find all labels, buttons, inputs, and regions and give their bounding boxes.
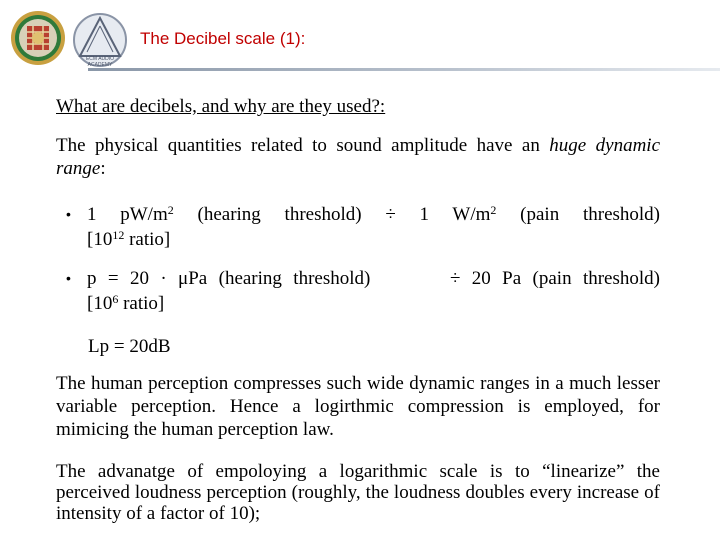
bullet1-line1: 1 $pW/m^2$ (hearing threshold) ÷ 1 $W/m^2$ (pain threshold) [87,203,660,225]
title-underline-bar [88,68,720,71]
university-seal-logo [10,10,66,66]
bullet1-ratio: [$10^{12}$ ratio] [87,228,171,250]
intro-emphasis: huge dynamic range [56,135,660,179]
bullet-dot-icon: • [66,206,71,222]
intro-text: The physical quantities related to sound amplitude have an [56,135,550,156]
bullet2-ratio: [$10^6$ ratio] [87,292,165,314]
bullet-dot-icon: • [66,270,71,286]
bullet-pressure-range [66,266,660,316]
slide-title: The Decibel scale (1): [140,29,306,48]
formula-lp: Lp = 20dB [88,336,171,357]
advantage-paragraph: The advanatge of empoloying a logarithmic scale is to “linearize” the perceived loudness perception (roughly, the loudness doubles every increase of intensity of a factor of 10); [56,461,660,524]
slide-header [0,0,720,80]
intro-colon: : [100,158,106,179]
svg-text:ACADEMY: ACADEMY [87,62,113,68]
perception-paragraph: The human perception compresses such wide dynamic ranges in a much lesser variable perception. Hence a logirthmic compression is employed, for mimicing the human perception law. [56,373,660,440]
bullet-intensity-range [66,202,660,252]
intro-paragraph [56,134,660,180]
bullet2-line1: p = 20 · μPa (hearing threshold) ÷ 20 Pa (pain threshold) [87,268,660,289]
audio-academy-logo [68,12,132,70]
section-question: What are decibels, and why are they used?: [56,96,386,117]
svg-text:ECM AUDIO: ECM AUDIO [85,56,115,62]
